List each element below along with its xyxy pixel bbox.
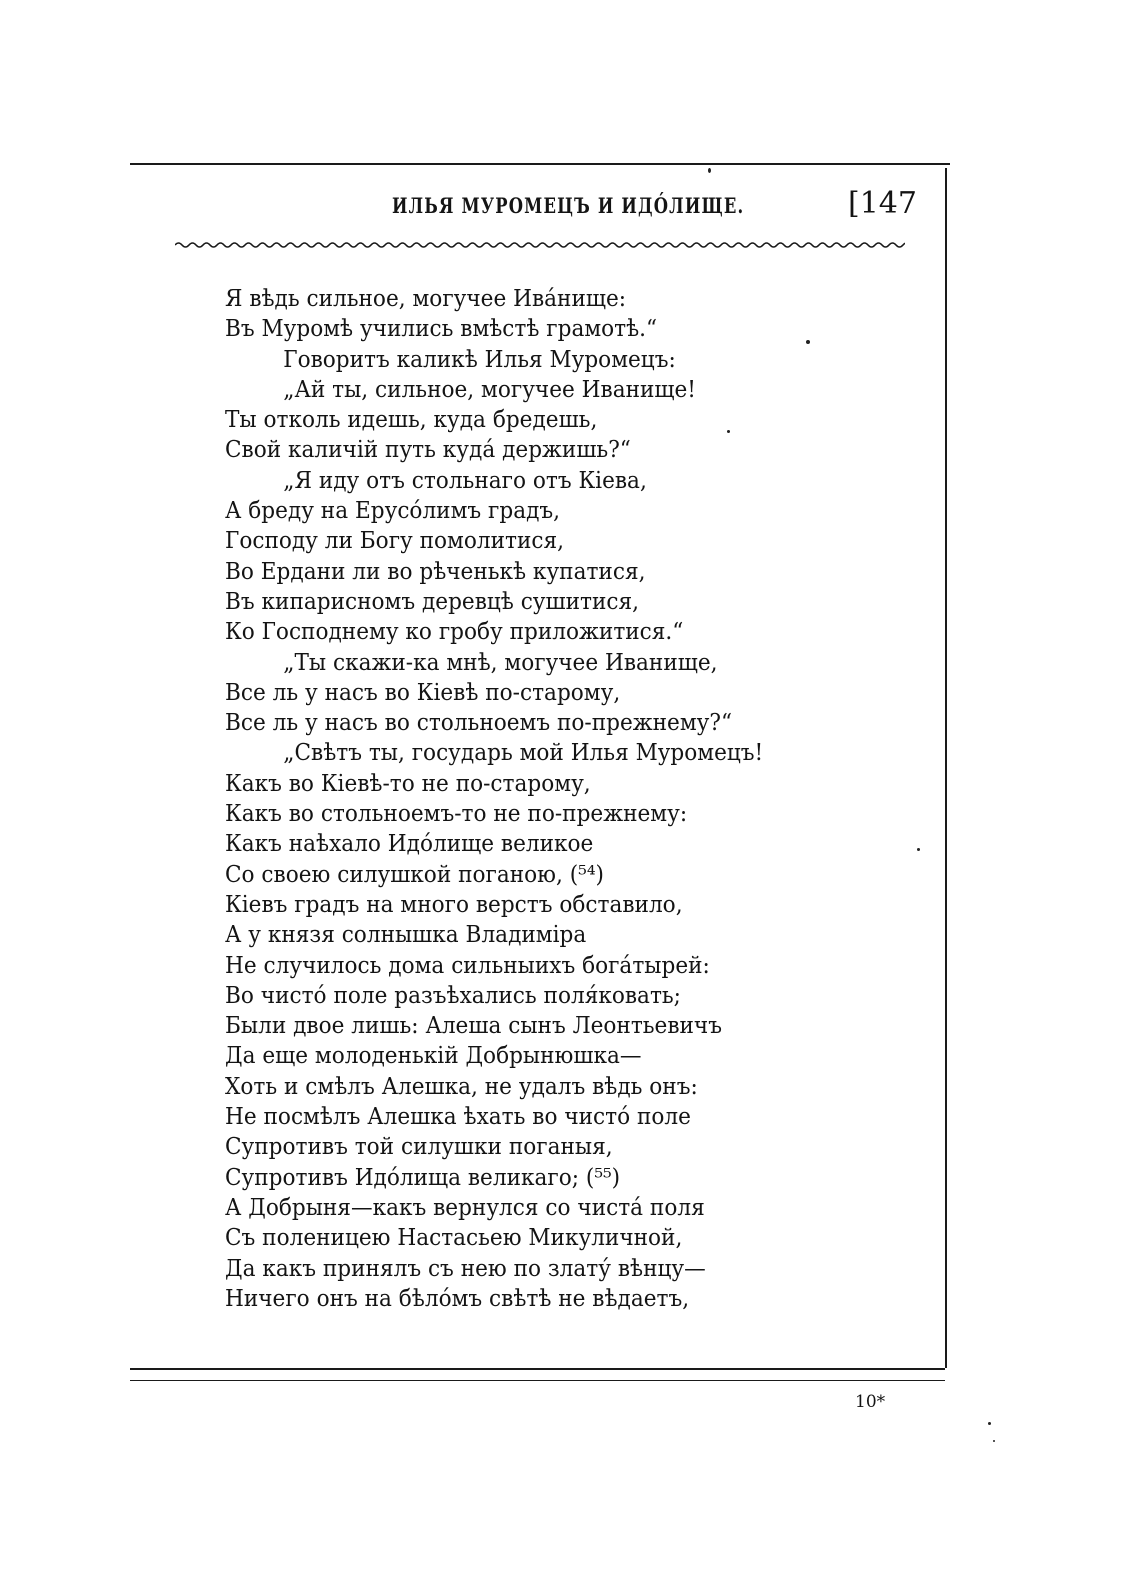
verse-line: Какъ наѣхало Идо́лище великое bbox=[225, 831, 594, 858]
verse-line: Я вѣдь сильное, могучее Ива́нище: bbox=[225, 286, 627, 312]
verse-line: Были двое лишь: Алеша сынъ Леонтьевичъ bbox=[225, 1013, 722, 1040]
verse-line: Во чисто́ поле разъѣхались поля́ковать; bbox=[225, 982, 681, 1009]
verse-line: Да еще молоденькій Добрынюшка— bbox=[225, 1043, 642, 1070]
verse-line: Кіевъ градъ на много верстъ обставило, bbox=[225, 891, 683, 918]
verse-line: Говоритъ каликѣ Илья Муромецъ: bbox=[283, 346, 676, 373]
right-margin-rule bbox=[945, 168, 947, 1368]
verse-line: Свой каличій путь куда́ держишь?“ bbox=[225, 437, 631, 464]
verse-line: Да какъ принялъ съ нею по злату́ вѣнцу— bbox=[225, 1255, 706, 1282]
verse-line: Въ Муромѣ учились вмѣстѣ грамотѣ.“ bbox=[225, 316, 658, 343]
footer-rule-thin bbox=[130, 1380, 945, 1381]
verse-line: Господу ли Богу помолитися, bbox=[225, 528, 565, 555]
scan-speck bbox=[988, 1422, 991, 1425]
decorative-wavy-rule bbox=[175, 238, 905, 252]
verse-line: „Свѣтъ ты, государь мой Илья Муромецъ! bbox=[283, 740, 764, 767]
verse-line: Все ль у насъ во стольноемъ по-прежнему?“ bbox=[225, 710, 733, 737]
verse-line: Въ кипарисномъ деревцѣ сушитися, bbox=[225, 588, 640, 615]
verse-line: А Добрыня—какъ вернулся со чиста́ поля bbox=[225, 1194, 705, 1221]
running-title: ИЛЬЯ МУРОМЕЦЪ И ИДО́ЛИЩЕ. bbox=[392, 193, 745, 218]
verse-line: Супротивъ Идо́лища великаго; (⁵⁵) bbox=[225, 1164, 621, 1191]
verse-line: Ко Господнему ко гробу приложитися.“ bbox=[225, 619, 684, 646]
verse-line: „Ты скажи-ка мнѣ, могучее Иванище, bbox=[283, 649, 718, 676]
verse-line: Не посмѣлъ Алешка ѣхать во чисто́ поле bbox=[225, 1104, 691, 1131]
page-number: [147 bbox=[848, 186, 917, 221]
verse-line: Не случилось дома сильныихъ бога́тырей: bbox=[225, 952, 710, 979]
scan-speck bbox=[727, 430, 730, 433]
verse-line: Ничего онъ на бѣло́мъ свѣтѣ не вѣдаетъ, bbox=[225, 1285, 690, 1312]
verse-line: Какъ во Кіевѣ-то не по-старому, bbox=[225, 770, 591, 797]
verse-line: Хоть и смѣлъ Алешка, не удалъ вѣдь онъ: bbox=[225, 1073, 698, 1100]
scan-speck bbox=[708, 168, 711, 173]
verse-line: „Я иду отъ стольнаго отъ Кіева, bbox=[283, 467, 647, 494]
verse-line: А бреду на Ерусо́лимъ градъ, bbox=[225, 498, 561, 525]
scan-speck bbox=[806, 340, 810, 344]
verse-line: Ты отколь идешь, куда бредешь, bbox=[225, 407, 598, 434]
scan-speck bbox=[917, 848, 920, 851]
verse-line: Съ поленицею Настасьею Микуличной, bbox=[225, 1225, 683, 1252]
verse-line: Все ль у насъ во Кіевѣ по-старому, bbox=[225, 679, 621, 706]
verse-text bbox=[225, 284, 798, 1314]
signature-mark: 10* bbox=[855, 1392, 886, 1412]
verse-line: Какъ во стольноемъ-то не по-прежнему: bbox=[225, 801, 688, 828]
verse-line: А у князя солнышка Владиміра bbox=[225, 922, 587, 949]
verse-line: Супротивъ той силушки поганыя, bbox=[225, 1134, 613, 1161]
scan-speck bbox=[993, 1440, 995, 1442]
verse-line: Со своею силушкой поганою, (⁵⁴) bbox=[225, 861, 604, 888]
verse-line: „Ай ты, сильное, могучее Иванище! bbox=[283, 376, 696, 403]
header-rule bbox=[130, 163, 950, 165]
verse-line: Во Ердани ли во рѣченькѣ купатися, bbox=[225, 558, 646, 585]
footer-rule bbox=[130, 1368, 945, 1370]
